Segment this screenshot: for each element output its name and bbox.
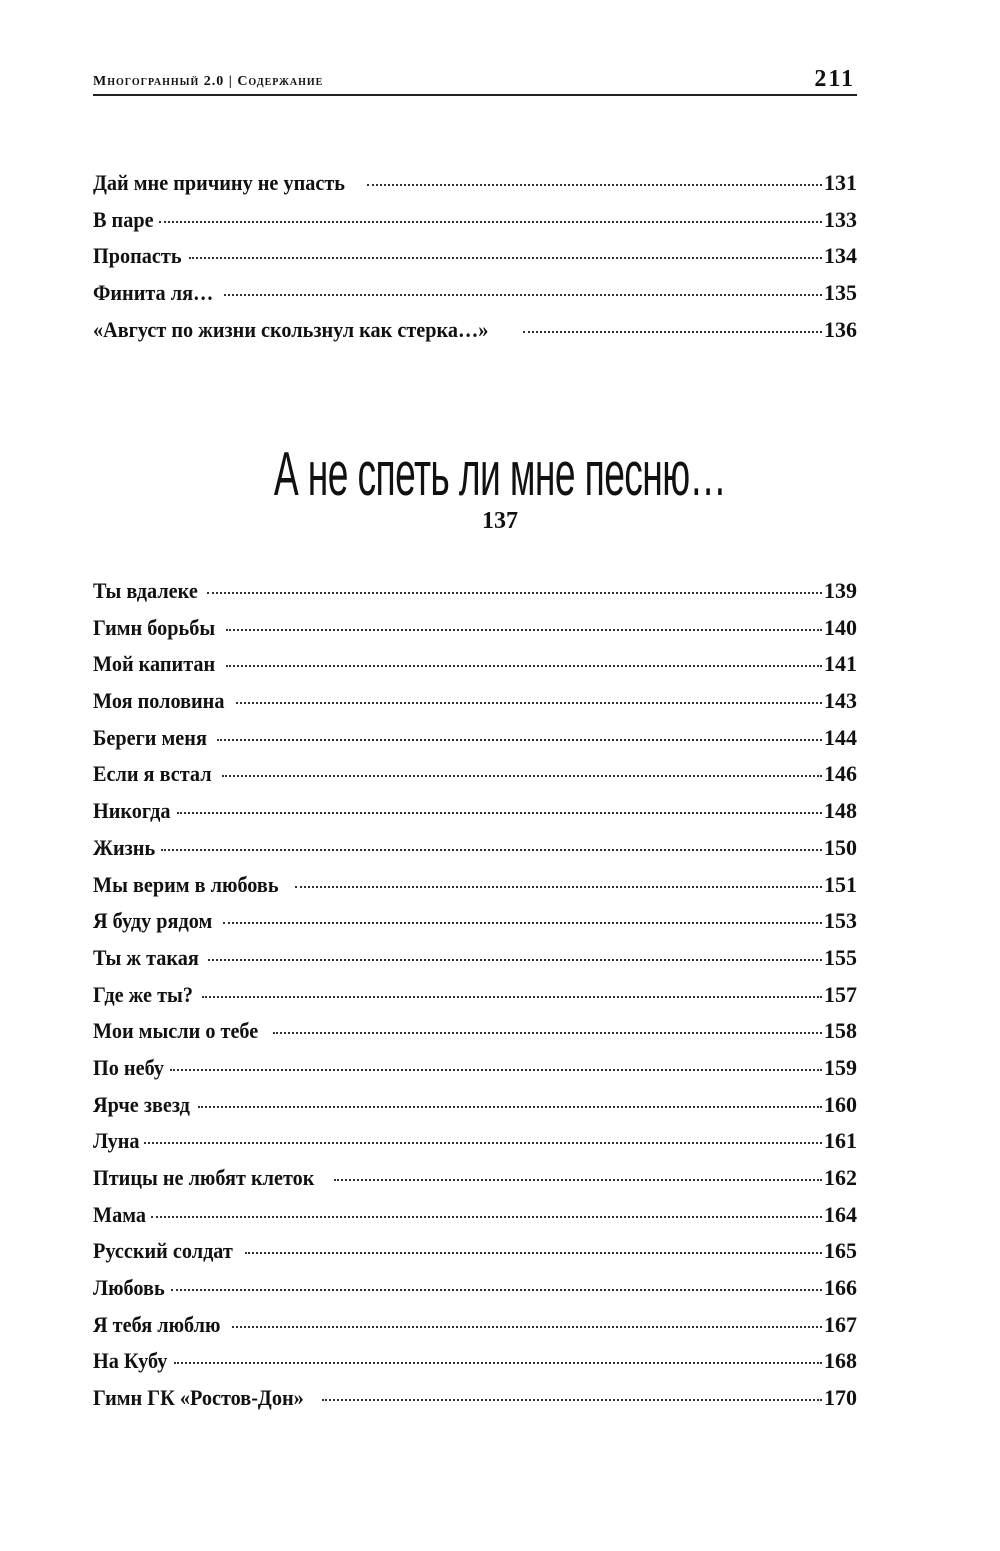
page-number: 211	[814, 66, 855, 92]
toc-entry	[93, 982, 857, 1019]
toc-entry-title: Русский солдат	[93, 1238, 233, 1264]
toc-entry-page: 146	[824, 761, 857, 787]
toc-entry-page: 131	[824, 170, 857, 195]
toc-entry-title: Береги меня	[93, 724, 207, 750]
toc-entry-page: 170	[824, 1385, 857, 1411]
toc-entry-page: 148	[824, 798, 857, 824]
dot-leader	[170, 1069, 822, 1071]
toc-entry	[93, 1128, 857, 1165]
toc-entry	[93, 908, 857, 945]
dot-leader	[224, 294, 822, 296]
toc-entry-title: Финита ля…	[93, 280, 214, 306]
section-title: А не спеть ли мне песню…	[273, 440, 727, 509]
toc-entry-page: 161	[824, 1128, 857, 1154]
toc-entry-page: 157	[824, 981, 857, 1007]
toc-entry-page: 140	[824, 614, 857, 640]
toc-entry	[93, 578, 857, 615]
dot-leader	[226, 665, 822, 667]
dot-leader	[207, 592, 822, 594]
dot-leader	[189, 257, 822, 259]
dot-leader	[208, 959, 822, 961]
toc-entry	[93, 1348, 857, 1385]
running-head: Многогранный 2.0 | Содержание	[93, 74, 324, 89]
toc-entry	[93, 1238, 857, 1275]
toc-entry-title: Я тебя люблю	[93, 1311, 221, 1337]
toc-entry	[93, 1165, 857, 1202]
toc-entry	[93, 835, 857, 872]
toc-entry-title: По небу	[93, 1054, 165, 1080]
toc-entry	[93, 615, 857, 652]
toc-list-top	[93, 170, 857, 353]
toc-entry-title: Луна	[93, 1128, 140, 1154]
toc-entry-title: Ярче звезд	[93, 1091, 190, 1117]
toc-entry-title: Птицы не любят клеток	[93, 1165, 315, 1190]
dot-leader	[144, 1142, 822, 1144]
dot-leader	[245, 1252, 822, 1254]
dot-leader	[523, 331, 822, 333]
toc-entry-title: Пропасть	[93, 243, 182, 269]
dot-leader	[161, 849, 822, 851]
toc-entry-title: Гимн ГК «Ростов-Дон»	[93, 1385, 304, 1411]
toc-entry	[93, 1275, 857, 1312]
dot-leader	[273, 1032, 822, 1034]
toc-entry-page: 160	[824, 1091, 857, 1117]
dot-leader	[334, 1179, 822, 1181]
toc-entry	[93, 317, 857, 354]
dot-leader	[177, 812, 822, 814]
toc-entry-page: 153	[824, 908, 857, 934]
toc-entry-title: Дай мне причину не упасть	[93, 170, 345, 195]
toc-entry-title: Ты вдалеке	[93, 578, 198, 603]
toc-entry	[93, 1055, 857, 1092]
toc-list-bottom	[93, 578, 857, 1422]
toc-entry-title: Жизнь	[93, 834, 156, 860]
dot-leader	[232, 1326, 822, 1328]
toc-entry-page: 133	[824, 206, 857, 232]
toc-entry-title: Мой капитан	[93, 651, 216, 677]
toc-entry-title: Если я встал	[93, 761, 212, 787]
toc-entry-page: 141	[824, 651, 857, 677]
toc-entry	[93, 207, 857, 244]
toc-entry-page: 164	[824, 1201, 857, 1227]
toc-entry-page: 136	[824, 316, 857, 342]
toc-entry-page: 168	[824, 1348, 857, 1374]
dot-leader	[236, 702, 822, 704]
dot-leader	[222, 775, 822, 777]
toc-entry-page: 135	[824, 280, 857, 306]
toc-entry	[93, 1312, 857, 1349]
toc-entry-title: Я буду рядом	[93, 908, 213, 934]
toc-entry-title: Никогда	[93, 798, 171, 824]
toc-entry	[93, 1018, 857, 1055]
dot-leader	[295, 886, 822, 888]
toc-entry	[93, 945, 857, 982]
toc-entry-title: В паре	[93, 206, 154, 232]
dot-leader	[171, 1289, 822, 1291]
toc-entry	[93, 725, 857, 762]
toc-entry	[93, 1092, 857, 1129]
toc-entry-title: Моя половина	[93, 688, 225, 714]
toc-entry	[93, 651, 857, 688]
toc-entry-page: 167	[824, 1311, 857, 1337]
toc-entry-title: «Август по жизни скользнул как стерка…»	[93, 316, 489, 342]
toc-entry-page: 155	[824, 944, 857, 970]
toc-entry	[93, 872, 857, 909]
toc-entry	[93, 170, 857, 207]
dot-leader	[151, 1216, 822, 1218]
toc-entry	[93, 1202, 857, 1239]
dot-leader	[202, 996, 822, 998]
toc-entry-title: Мама	[93, 1201, 147, 1227]
dot-leader	[223, 922, 822, 924]
toc-entry	[93, 1385, 857, 1422]
toc-entry	[93, 798, 857, 835]
dot-leader	[217, 739, 822, 741]
toc-entry-title: Где же ты?	[93, 981, 193, 1007]
dot-leader	[322, 1399, 822, 1401]
toc-entry-page: 165	[824, 1238, 857, 1264]
toc-entry-title: Любовь	[93, 1275, 165, 1301]
toc-entry-title: Мои мысли о тебе	[93, 1018, 259, 1044]
dot-leader	[174, 1362, 822, 1364]
toc-entry-title: Гимн борьбы	[93, 614, 216, 640]
toc-entry-page: 162	[824, 1165, 857, 1190]
toc-entry-page: 158	[824, 1018, 857, 1044]
toc-entry-title: На Кубу	[93, 1348, 168, 1374]
toc-entry-page: 159	[824, 1054, 857, 1080]
toc-entry-page: 143	[824, 688, 857, 714]
dot-leader	[159, 221, 822, 223]
toc-entry-page: 150	[824, 834, 857, 860]
dot-leader	[226, 629, 822, 631]
page-header	[93, 66, 857, 96]
toc-entry-page: 139	[824, 578, 857, 603]
toc-entry-page: 166	[824, 1275, 857, 1301]
dot-leader	[198, 1106, 822, 1108]
toc-entry-page: 144	[824, 724, 857, 750]
toc-entry-page: 134	[824, 243, 857, 269]
toc-entry	[93, 243, 857, 280]
dot-leader	[367, 184, 822, 186]
toc-entry-title: Ты ж такая	[93, 944, 199, 970]
toc-entry	[93, 280, 857, 317]
toc-entry-title: Мы верим в любовь	[93, 871, 279, 897]
toc-entry-page: 151	[824, 871, 857, 897]
toc-entry	[93, 688, 857, 725]
toc-entry	[93, 761, 857, 798]
section-page-number: 137	[482, 508, 518, 534]
